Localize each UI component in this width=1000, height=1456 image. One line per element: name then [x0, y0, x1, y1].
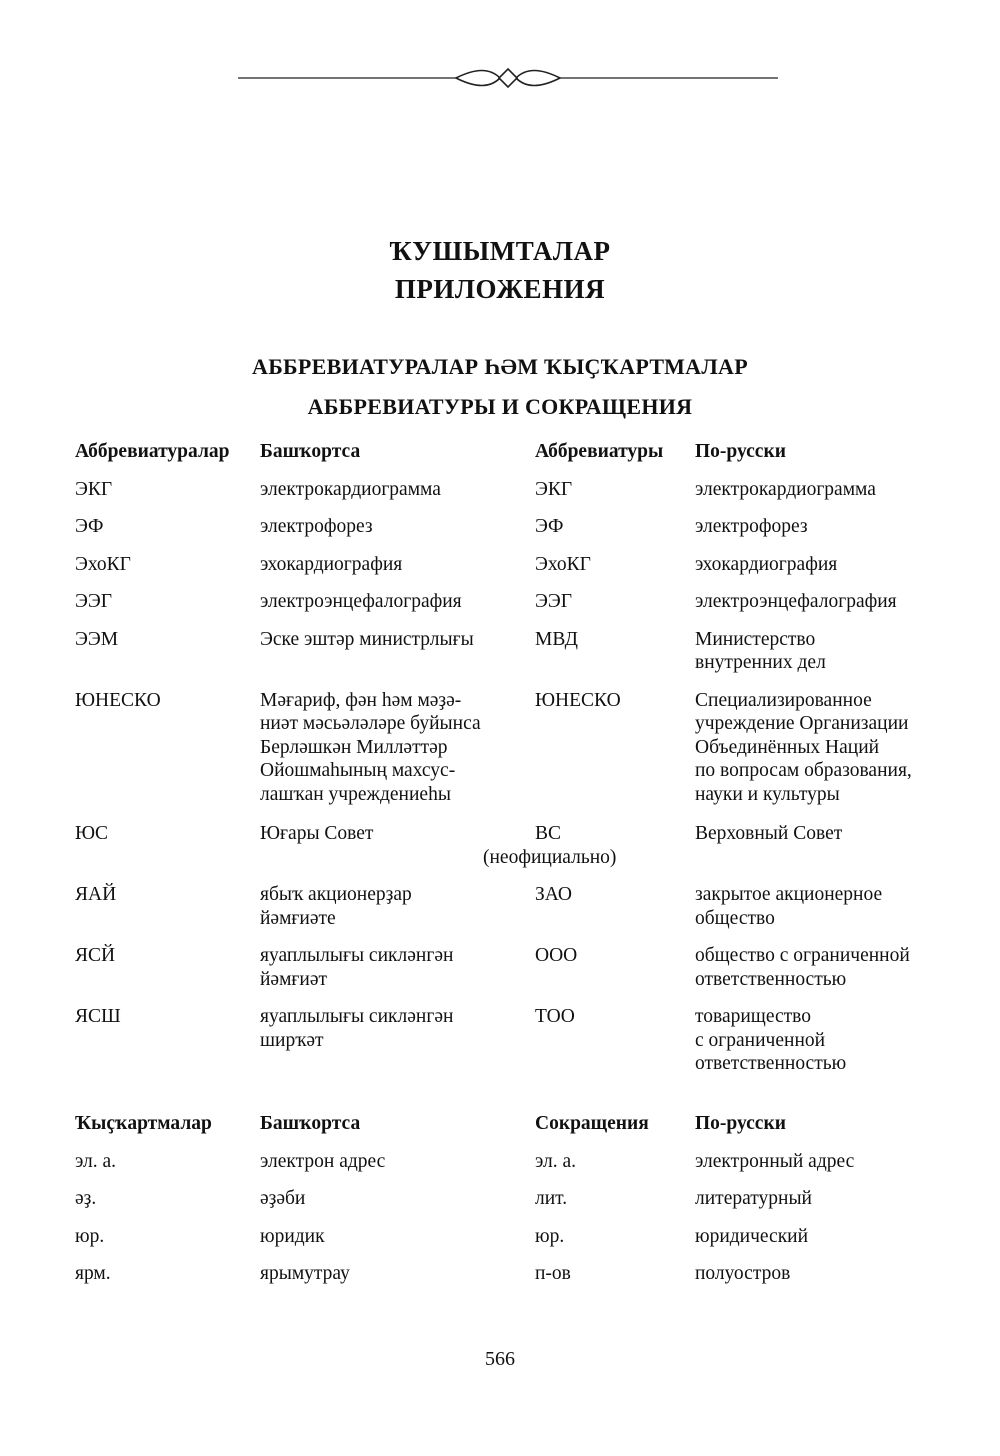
russian-abbreviation — [483, 822, 695, 869]
russian-abbreviation — [535, 689, 695, 807]
bashkir-abbreviation-text: юр. — [75, 1225, 105, 1247]
bashkir-abbreviation — [75, 1262, 260, 1286]
table-row — [75, 883, 955, 930]
bashkir-abbreviation — [75, 628, 260, 675]
subtitle-russian: АББРЕВИАТУРЫ И СОКРАЩЕНИЯ — [307, 394, 693, 419]
russian-abbreviation-text: МВД — [535, 628, 578, 650]
page-title — [0, 232, 1000, 308]
russian-full-form — [695, 944, 955, 991]
bashkir-full-form-text: ярымутрау — [260, 1263, 350, 1284]
russian-full-form-text: Верховный Совет — [695, 823, 843, 844]
russian-full-form — [695, 553, 955, 577]
bashkir-full-form-text: электрон адрес — [260, 1150, 386, 1172]
bashkir-abbreviation — [75, 1150, 260, 1174]
russian-full-form — [695, 1225, 955, 1249]
bashkir-full-form — [260, 515, 535, 539]
bashkir-abbreviation — [75, 1005, 260, 1076]
bashkir-abbreviation-text: ярм. — [75, 1263, 111, 1284]
table-header — [75, 1112, 955, 1136]
russian-abbreviation — [535, 515, 695, 539]
bashkir-abbreviation — [75, 1225, 260, 1249]
table-row — [75, 628, 955, 675]
abbreviations-table — [75, 440, 955, 1090]
russian-abbreviation-text: ЭЭГ — [535, 591, 573, 612]
table-row — [75, 689, 955, 807]
bashkir-abbreviation-text: ЭЭГ — [75, 591, 113, 612]
russian-full-form — [695, 689, 955, 807]
bashkir-abbreviation — [75, 1187, 260, 1211]
russian-full-form — [695, 515, 955, 539]
bashkir-full-form-text: эхокардиография — [260, 553, 403, 575]
table-header — [75, 440, 955, 464]
bashkir-abbreviation-text: ЮНЕСКО — [75, 689, 161, 711]
russian-full-form — [695, 628, 955, 675]
russian-full-form-text: юридический — [695, 1225, 809, 1247]
russian-full-form — [695, 1262, 955, 1286]
russian-abbreviation-text: лит. — [535, 1188, 568, 1209]
russian-full-form-text: Министерство внутренних дел — [695, 628, 826, 673]
russian-abbreviation-text: ООО — [535, 945, 578, 966]
bashkir-abbreviation — [75, 689, 260, 807]
bashkir-full-form — [260, 883, 535, 930]
russian-abbreviation-text: ЗАО — [535, 884, 572, 905]
russian-abbreviation — [535, 1262, 695, 1286]
russian-full-form-text: товарищество с ограниченной ответственностью — [695, 1006, 847, 1074]
bashkir-full-form-text: юридик — [260, 1225, 325, 1247]
bashkir-abbreviation — [75, 883, 260, 930]
bashkir-full-form-text: Юғары Совет — [260, 823, 374, 844]
bashkir-full-form — [260, 1005, 535, 1076]
bashkir-abbreviation — [75, 590, 260, 614]
bashkir-full-form — [260, 1225, 535, 1249]
bashkir-full-form — [260, 590, 535, 614]
header-cell: Башҡортса — [260, 441, 361, 462]
header-cell: Аббревиатуры — [535, 441, 664, 462]
russian-full-form — [695, 478, 955, 502]
title-bashkir: ҠУШЫМТАЛАР — [389, 236, 611, 266]
bashkir-abbreviation-text: ЭФ — [75, 516, 104, 537]
bashkir-abbreviation — [75, 944, 260, 991]
bashkir-full-form-text: электрокардиограмма — [260, 478, 441, 500]
bashkir-abbreviation — [75, 822, 260, 869]
russian-abbreviation — [535, 1150, 695, 1174]
russian-abbreviation — [535, 478, 695, 502]
russian-abbreviation — [535, 553, 695, 577]
bashkir-full-form-text: Эске эштәр министрлығы — [260, 628, 474, 650]
table-row — [75, 478, 955, 502]
header-cell: Сокращения — [535, 1113, 649, 1134]
page-number: 566 — [485, 1348, 515, 1370]
bashkir-full-form-text: электрофорез — [260, 516, 373, 537]
bashkir-abbreviation-text: ЭЭМ — [75, 628, 119, 650]
table-row — [75, 553, 955, 577]
russian-abbreviation — [535, 1187, 695, 1211]
section-title — [0, 347, 1000, 427]
bashkir-abbreviation-text: ЭхоКГ — [75, 553, 131, 575]
russian-full-form-text: полуостров — [695, 1263, 791, 1284]
russian-full-form-text: закрытое акционерное общество — [695, 884, 883, 929]
russian-full-form — [695, 1005, 955, 1076]
bashkir-abbreviation — [75, 553, 260, 577]
header-cell: По-русски — [695, 441, 786, 462]
russian-abbreviation — [535, 944, 695, 991]
table-row — [75, 1225, 955, 1249]
russian-full-form-text: электрокардиограмма — [695, 478, 876, 500]
russian-abbreviation-text: ТОО — [535, 1006, 575, 1027]
table-row — [75, 1187, 955, 1211]
russian-full-form — [695, 822, 955, 869]
bashkir-full-form — [260, 628, 535, 675]
bashkir-full-form-text: яуаплылығы сикләнгән йәмғиәт — [260, 945, 454, 990]
russian-full-form-text: Специализированное учреждение Организации Объединённых Наций по вопросам образования, науки и культуры — [695, 689, 912, 805]
bashkir-full-form-text: яуаплылығы сикләнгән ширҡәт — [260, 1006, 454, 1051]
bashkir-full-form-text: электроэнцефалография — [260, 591, 462, 612]
table-row — [75, 1005, 955, 1076]
bashkir-full-form — [260, 689, 535, 807]
decorative-divider-icon — [238, 64, 778, 94]
bashkir-full-form — [260, 944, 535, 991]
table-row — [75, 515, 955, 539]
bashkir-abbreviation-text: ЯСШ — [75, 1006, 121, 1027]
russian-abbreviation-note: (неофициально) — [483, 846, 617, 868]
russian-full-form — [695, 1187, 955, 1211]
russian-full-form-text: электроэнцефалография — [695, 591, 897, 612]
table-row — [75, 590, 955, 614]
subtitle-bashkir: АББРЕВИАТУРАЛАР ҺӘМ ҠЫҪҠАРТМАЛАР — [252, 354, 748, 379]
header-cell: Башҡортса — [260, 1113, 361, 1134]
russian-abbreviation-text: ЭКГ — [535, 478, 573, 500]
russian-full-form-text: литературный — [695, 1188, 812, 1209]
shortenings-table — [75, 1112, 955, 1300]
bashkir-abbreviation-text: ЮС — [75, 823, 109, 844]
bashkir-full-form-text: әҙәби — [260, 1188, 306, 1209]
russian-abbreviation — [535, 590, 695, 614]
russian-abbreviation — [535, 1225, 695, 1249]
russian-full-form — [695, 1150, 955, 1174]
bashkir-abbreviation-text: ЯАЙ — [75, 884, 117, 905]
bashkir-full-form — [260, 1187, 535, 1211]
russian-full-form-text: эхокардиография — [695, 553, 838, 575]
table-row — [75, 1150, 955, 1174]
header-cell: Ҡыҫҡартмалар — [75, 1113, 212, 1134]
title-russian: ПРИЛОЖЕНИЯ — [394, 274, 606, 304]
bashkir-full-form — [260, 553, 535, 577]
russian-abbreviation-text: п-ов — [535, 1263, 571, 1284]
russian-abbreviation-text: ЭхоКГ — [535, 553, 591, 575]
bashkir-abbreviation — [75, 478, 260, 502]
header-cell: Аббревиатуралар — [75, 441, 230, 462]
bashkir-abbreviation-text: эл. а. — [75, 1150, 117, 1172]
bashkir-full-form — [260, 1150, 535, 1174]
bashkir-abbreviation-text: ЭКГ — [75, 478, 113, 500]
russian-abbreviation — [535, 628, 695, 675]
bashkir-abbreviation — [75, 515, 260, 539]
russian-abbreviation-text: юр. — [535, 1225, 565, 1247]
bashkir-abbreviation-text: әҙ. — [75, 1188, 97, 1209]
table-row — [75, 1262, 955, 1286]
russian-abbreviation-text: эл. а. — [535, 1150, 577, 1172]
russian-abbreviation — [535, 883, 695, 930]
bashkir-full-form — [260, 478, 535, 502]
russian-full-form-text: общество с ограниченной ответственностью — [695, 945, 910, 990]
bashkir-full-form-text: Мәғариф, фән һәм мәҙә- ниәт мәсьәләләре буйынса Берләшкән Милләттәр Ойошмаһының махсус- лашҡан учреждениеһы — [260, 689, 481, 805]
table-row — [75, 944, 955, 991]
russian-abbreviation — [535, 1005, 695, 1076]
russian-full-form-text: электронный адрес — [695, 1150, 855, 1172]
table-row — [75, 822, 955, 869]
bashkir-full-form-text: ябыҡ акционерҙар йәмғиәте — [260, 884, 412, 929]
russian-full-form — [695, 590, 955, 614]
russian-abbreviation-text: ЮНЕСКО — [535, 689, 621, 711]
bashkir-full-form — [260, 1262, 535, 1286]
russian-abbreviation-text: ЭФ — [535, 516, 564, 537]
bashkir-abbreviation-text: ЯСЙ — [75, 945, 116, 966]
russian-full-form-text: электрофорез — [695, 516, 808, 537]
header-cell: По-русски — [695, 1113, 786, 1134]
russian-full-form — [695, 883, 955, 930]
russian-abbreviation-text: ВС — [535, 823, 562, 844]
